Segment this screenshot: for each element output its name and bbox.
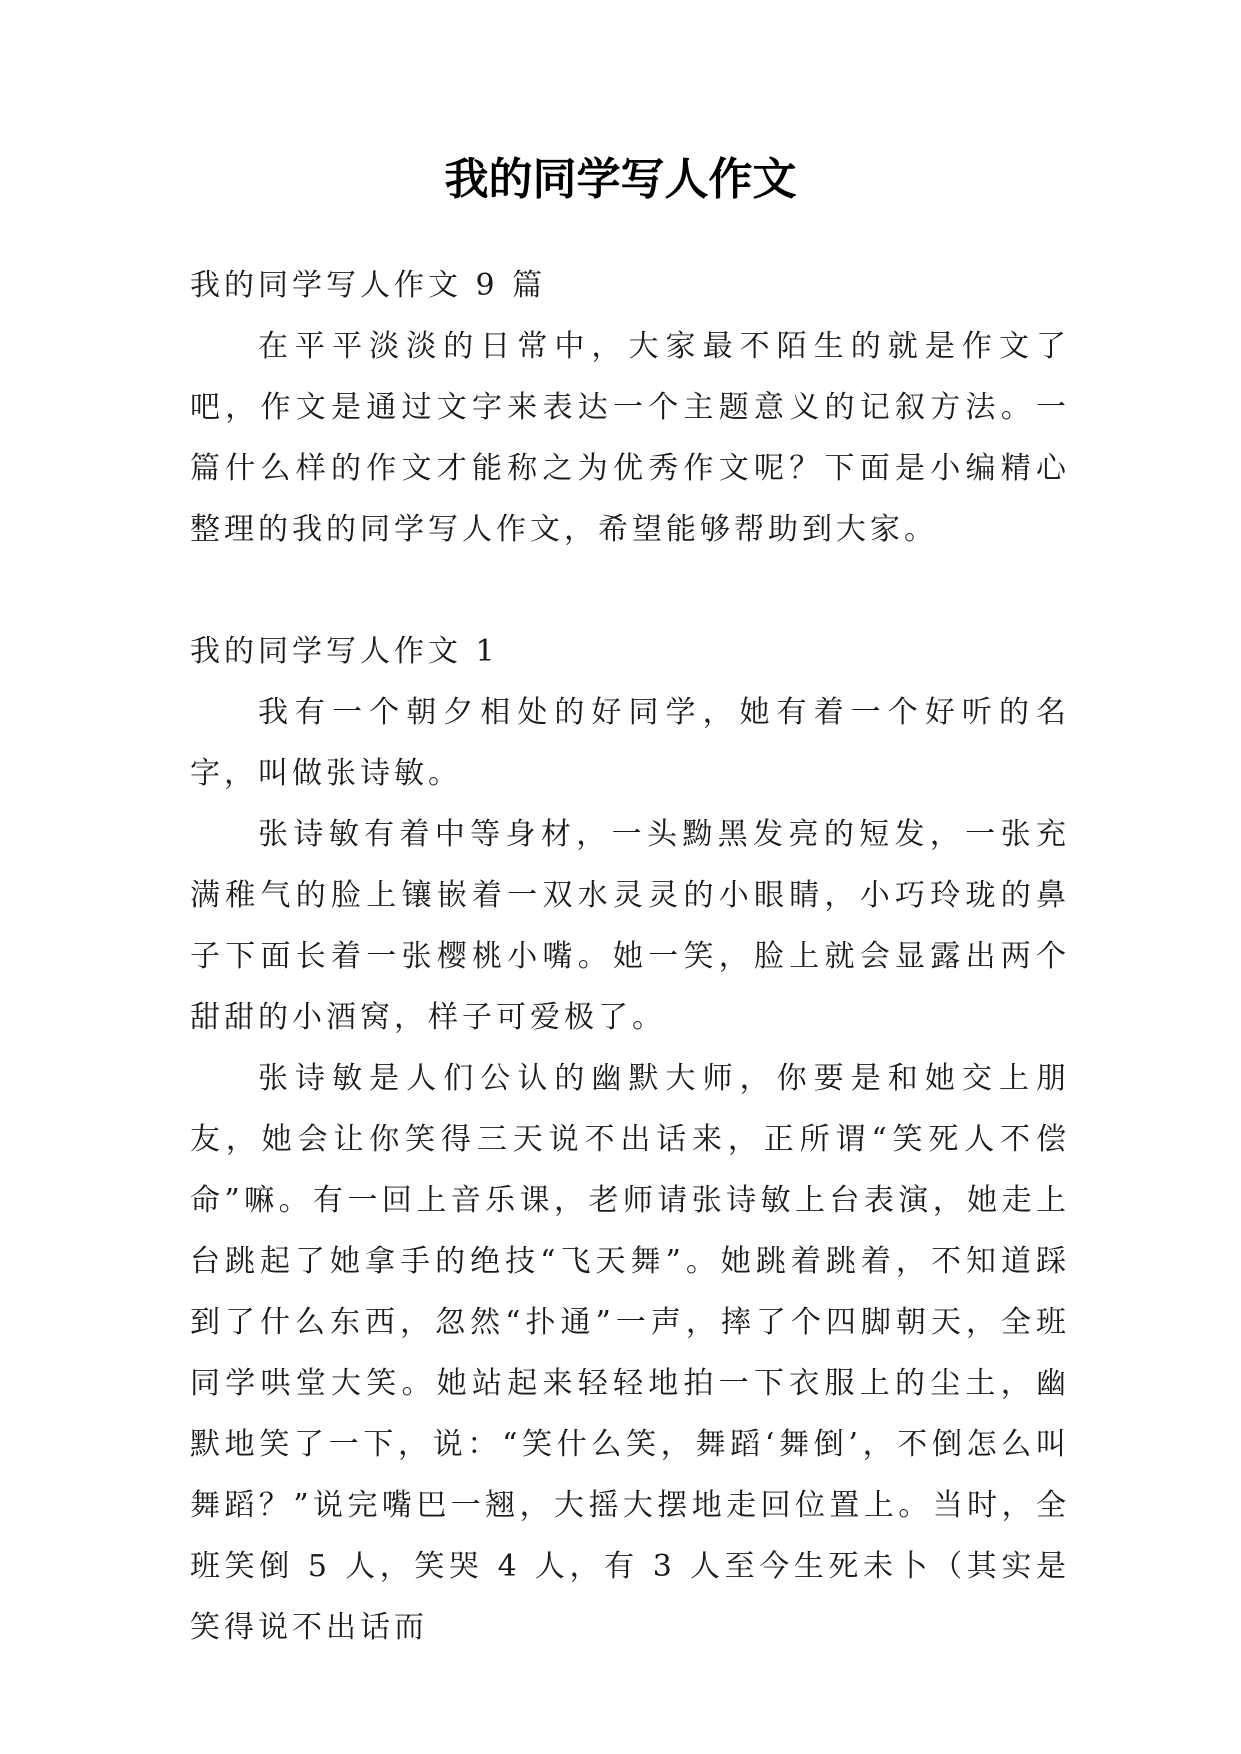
section-heading: 我的同学写人作文 1 bbox=[190, 634, 499, 669]
document-title: 我的同学写人作文 bbox=[444, 154, 797, 205]
body-paragraph: 张诗敏有着中等身材，一头黝黑发亮的短发，一张充满稚气的脸上镶嵌着一双水灵灵的小眼睛，小巧玲珑的鼻子下面长着一张樱桃小嘴。她一笑，脸上就会显露出两个甜甜的小酒窝，样子可爱极了。 bbox=[190, 817, 1070, 1035]
body-paragraph: 张诗敏是人们公认的幽默大师，你要是和她交上朋友，她会让你笑得三天说不出话来，正所谓“笑死人不偿命”嘛。有一回上音乐课，老师请张诗敏上台表演，她走上台跳起了她拿手的绝技“飞天舞”。她跳着跳着，不知道踩到了什么东西，忽然“扑通”一声，摔了个四脚朝天，全班同学哄堂大笑。她站起来轻轻地拍一下衣服上的尘土，幽默地笑了一下，说：“笑什么笑，舞蹈‘舞倒’，不倒怎么叫舞蹈？”说完嘴巴一翘，大摇大摆地走回位置上。当时，全班笑倒 5 人，笑哭 4 人，有 3 人至今生死未卜（其实是笑得说不出话而 bbox=[190, 1061, 1070, 1645]
section-spacer bbox=[190, 560, 1070, 621]
body-paragraph: 我有一个朝夕相处的好同学，她有着一个好听的名字，叫做张诗敏。 bbox=[190, 695, 1070, 791]
intro-paragraph: 在平平淡淡的日常中，大家最不陌生的就是作文了吧，作文是通过文字来表达一个主题意义的记叙方法。一篇什么样的作文才能称之为优秀作文呢？下面是小编精心整理的我的同学写人作文，希望能够帮助到大家。 bbox=[190, 329, 1070, 547]
document-body bbox=[190, 255, 1070, 1658]
document-subtitle: 我的同学写人作文 9 篇 bbox=[190, 268, 547, 303]
